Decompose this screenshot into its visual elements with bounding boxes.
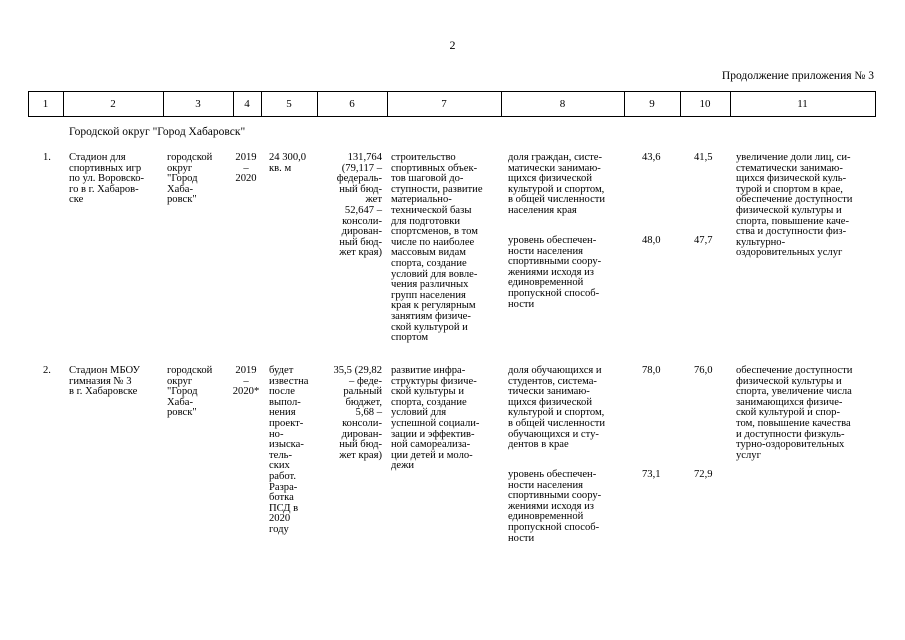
municipality: городской округ "Город Хаба- ровск" [167, 365, 213, 419]
indicator-value-col9: 78,0 [642, 365, 661, 376]
indicator-name: уровень обеспечен- ности населения спортивными соору- жениями исходя из единовременной пропускной способ- ности [508, 469, 602, 544]
column-number-header [28, 91, 876, 117]
project-goal: развитие инфра- структуры физиче- ской культуры и спорта, создание условий для успешной социали- зации и эффектив- ной самореализа- ции детей и моло- дежи [391, 365, 480, 472]
indicator-name: доля обучающихся и студентов, система- тически занимаю- щихся физической культурой и спортом, в общей численности обучающихся и сту- дентов в крае [508, 365, 606, 451]
indicator-value-col9: 73,1 [642, 469, 661, 480]
column-header-11: 11 [797, 98, 808, 110]
indicator-name: доля граждан, систе- матически занимаю- щихся физической культурой и спортом, в общей численности населения края [508, 152, 606, 216]
column-header-3: 3 [195, 98, 201, 110]
row-number: 2. [43, 365, 51, 376]
column-header-9: 9 [649, 98, 655, 110]
section-title: Городской округ "Город Хабаровск" [69, 126, 246, 138]
implementation-period: 2019 – 2020 [235, 152, 257, 185]
column-header-6: 6 [349, 98, 355, 110]
indicator-value-col9: 48,0 [642, 235, 661, 246]
column-header-2: 2 [110, 98, 116, 110]
funding-amount: 131,764 (79,117 – федераль- ный бюд- жет 52,647 – консоли- дирован- ный бюд- жет края) [336, 152, 382, 259]
object-name: Стадион МБОУ гимназия № 3 в г. Хабаровске [69, 365, 141, 398]
column-header-5: 5 [286, 98, 292, 110]
object-name: Стадион для спортивных игр по ул. Воровско- го в г. Хабаров- ске [69, 152, 145, 206]
column-header-1: 1 [42, 98, 49, 110]
indicator-value-col10: 41,5 [694, 152, 713, 163]
column-header-8: 8 [559, 98, 566, 110]
column-header-7: 7 [441, 98, 447, 110]
continuation-note: Продолжение приложения № 3 [721, 70, 874, 82]
capacity: 24 300,0 кв. м [269, 152, 307, 174]
row-number: 1. [43, 152, 51, 163]
expected-effect: увеличение доли лиц, си- стематически занимаю- щихся физической куль- турой и спортом в крае, обеспечение доступности физической культуры и спорта, повышение каче- ства и доступности физ- культурно- оздоровительных услуг [736, 152, 853, 259]
indicator-value-col10: 76,0 [694, 365, 713, 376]
project-goal: строительство спортивных объек- тов шаговой до- ступности, развитие материально- технической базы для подготовки спортсменов, в том числе по наиболее массовым видам спорта, создание условий для вовле- чения различных групп населения края к регулярным занятиям физиче- ской культурой и спортом [391, 152, 483, 344]
column-header-4: 4 [244, 98, 250, 110]
column-header-10: 10 [699, 98, 711, 110]
indicator-name: уровень обеспечен- ности населения спортивными соору- жениями исходя из единовременной пропускной способ- ности [508, 235, 602, 310]
municipality: городской округ "Город Хаба- ровск" [167, 152, 213, 206]
expected-effect: обеспечение доступности физической культуры и спорта, увеличение числа занимающихся физиче- ской культурой и спор- том, повышение качества и доступности физкуль- турно-оздоровительных услуг [736, 365, 853, 461]
implementation-period: 2019 – 2020* [232, 365, 260, 398]
funding-amount: 35,5 (29,82 – феде- ральный бюджет, 5,68 – консоли- дирован- ный бюд- жет края) [333, 365, 382, 461]
indicator-value-col10: 72,9 [694, 469, 713, 480]
indicator-value-col10: 47,7 [694, 235, 713, 246]
page-number: 2 [449, 38, 456, 52]
capacity: будет известна после выпол- нения проект- но- изыска- тель- ских работ. Разра- ботка ПСД в 2020 году [269, 365, 309, 535]
indicator-value-col9: 43,6 [642, 152, 661, 163]
